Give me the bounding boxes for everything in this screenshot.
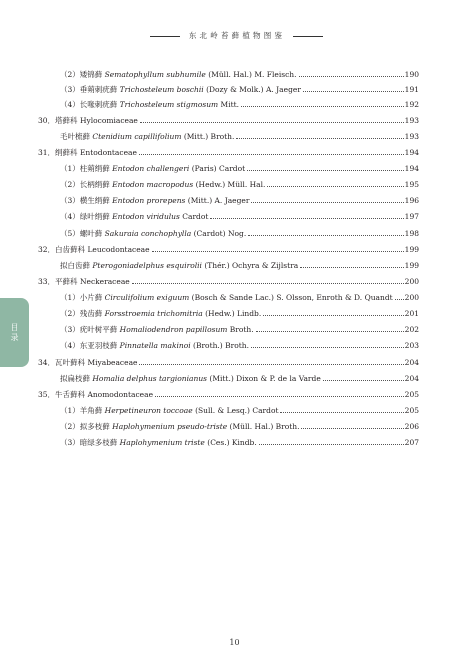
dot-leader [280,411,403,413]
entry-latin-name: Haplohymenium pseudo-triste [112,422,228,431]
toc-entry [60,210,419,224]
entry-prefix: 31．绢藓科 [38,148,78,157]
entry-latin-name: Herpetineuron toccoae [104,406,193,415]
entry-author: Mitt. [220,100,240,109]
entry-page: 197 [404,212,419,221]
toc-entry [60,323,419,337]
entry-latin-name: Sematophyllum subhumile [104,70,206,79]
entry-prefix: 34．瓦叶藓科 [38,358,86,367]
entry-author: (Broth.) Broth. [193,341,249,350]
entry-prefix: 32．白齿藓科 [38,245,86,254]
toc-entry [60,307,419,321]
entry-author: (Mitt.) A. Jaeger [187,196,250,205]
toc-entry [38,275,419,289]
dot-leader [323,379,404,381]
dot-leader [155,395,404,397]
entry-page: 199 [404,261,419,270]
entry-author: Anomodontaceae [87,390,154,399]
header-rule-left [150,36,180,37]
dot-leader [259,443,404,445]
section-tab [0,298,29,367]
dot-leader [236,137,403,139]
entry-author: Cardot [182,212,209,221]
entry-author: (Müll. Hal.) M. Fleisch. [208,70,297,79]
dot-leader [248,234,403,236]
entry-author: Miyabeaceae [87,358,138,367]
toc-entry [38,114,419,128]
entry-author: (Dozy & Molk.) A. Jaeger [206,85,301,94]
entry-page: 190 [404,70,419,79]
running-header-title: 东北岭苔藓植物图鉴 [188,31,286,40]
entry-prefix: 拟白齿藓 [60,261,90,270]
entry-page: 193 [404,132,419,141]
entry-author: (Mitt.) Broth. [183,132,235,141]
entry-prefix: （3）暗绿多枝藓 [60,438,118,447]
dot-leader [247,169,404,171]
entry-page: 196 [404,196,419,205]
entry-prefix: 拟扁枝藓 [60,374,90,383]
toc-entry [60,83,419,97]
entry-page: 204 [404,374,419,383]
dot-leader [263,314,403,316]
dot-leader [241,105,404,107]
entry-page: 200 [404,293,419,302]
entry-latin-name: Pinnatella makinoi [119,341,191,350]
entry-latin-name: Circulifolium exiguum [104,293,190,302]
entry-prefix: （1）小片藓 [60,293,103,302]
entry-prefix: （1）羊角藓 [60,406,103,415]
toc-entry [60,98,419,112]
section-tab-label: 目录 [10,322,19,343]
entry-page: 205 [404,390,419,399]
entry-prefix: 30．塔藓科 [38,116,78,125]
dot-leader [139,363,403,365]
toc-entry [60,420,419,434]
dot-leader [251,201,403,203]
entry-prefix: （2）长柄绢藓 [60,180,110,189]
toc-entry [60,178,419,192]
toc-entry [60,130,419,144]
entry-page: 195 [404,180,419,189]
entry-author: Hylocomiaceae [79,116,138,125]
dot-leader [303,90,404,92]
entry-latin-name: Trichosteleum stigmosum [119,100,219,109]
dot-leader [152,250,404,252]
entry-prefix: 毛叶梳藓 [60,132,90,141]
toc-entry [38,356,419,370]
entry-prefix: （2）矮锦藓 [60,70,103,79]
entry-author: Broth. [229,325,254,334]
toc-entry [38,146,419,160]
entry-latin-name: Entodon challengeri [112,164,190,173]
entry-page: 199 [404,245,419,254]
dot-leader [299,75,404,77]
entry-prefix: （5）螺叶藓 [60,229,103,238]
entry-page: 203 [404,341,419,350]
entry-latin-name: Sakuraia conchophylla [104,229,192,238]
entry-author: Entodontaceae [79,148,137,157]
entry-author: (Thér.) Ochyra & Zijlstra [204,261,299,270]
dot-leader [139,153,404,155]
toc-entry [60,291,419,305]
dot-leader [267,185,403,187]
entry-page: 191 [404,85,419,94]
dot-leader [301,427,403,429]
page-number: 10 [229,638,240,647]
entry-page: 205 [404,406,419,415]
entry-author: (Ces.) Kindb. [207,438,257,447]
entry-prefix: （4）东亚羽枝藓 [60,341,118,350]
toc-entry [60,194,419,208]
entry-latin-name: Pterogoniadelphus esquirolii [92,261,202,270]
entry-latin-name: Homalia delphus targionianus [92,374,208,383]
entry-page: 194 [404,164,419,173]
entry-page: 204 [404,358,419,367]
entry-page: 194 [404,148,419,157]
entry-author: Leucodontaceae [87,245,150,254]
entry-page: 207 [404,438,419,447]
dot-leader [300,266,403,268]
entry-prefix: （2）残齿藓 [60,309,103,318]
entry-author: (Cardot) Nog. [193,229,247,238]
entry-latin-name: Trichosteleum boschii [119,85,204,94]
entry-prefix: （3）疣叶树平藓 [60,325,118,334]
entry-author: (Sull. & Lesq.) Cardot [195,406,279,415]
entry-page: 193 [404,116,419,125]
entry-author: (Paris) Cardot [191,164,246,173]
toc-entry [60,372,419,386]
entry-latin-name: Entodon macropodus [112,180,194,189]
entry-page: 202 [404,325,419,334]
toc-entry [38,388,419,402]
entry-author: (Bosch & Sande Lac.) S. Olsson, Enroth & D. Quandt [191,293,393,302]
header-rule-right [293,36,323,37]
dot-leader [140,121,404,123]
entry-latin-name: Homaliodendron papillosum [119,325,228,334]
entry-author: (Hedw.) Lindb. [205,309,262,318]
entry-page: 200 [404,277,419,286]
entry-prefix: （3）横生绢藓 [60,196,110,205]
entry-author: (Mitt.) Dixon & P. de la Varde [209,374,321,383]
entry-page: 192 [404,100,419,109]
entry-page: 206 [404,422,419,431]
entry-prefix: （3）垂蒴刺疣藓 [60,85,118,94]
entry-latin-name: Forsstroemia trichomitria [104,309,203,318]
toc-entry [60,68,419,82]
toc-entry [60,404,419,418]
entry-prefix: （4）绿叶绢藓 [60,212,110,221]
entry-author: (Müll. Hal.) Broth. [229,422,300,431]
entry-page: 201 [404,309,419,318]
entry-prefix: 33．平藓科 [38,277,78,286]
entry-prefix: （1）柱蒴绢藓 [60,164,110,173]
toc-entry [60,259,419,273]
entry-author: (Hedw.) Müll. Hal. [195,180,266,189]
dot-leader [251,346,404,348]
entry-latin-name: Ctenidium capillifolium [92,132,182,141]
dot-leader [132,282,404,284]
toc-entry [60,162,419,176]
toc-entry [60,436,419,450]
dot-leader [395,298,404,300]
toc-entry [60,227,419,241]
entry-page: 198 [404,229,419,238]
toc-entry [38,243,419,257]
entry-latin-name: Entodon viridulus [112,212,180,221]
entry-author: Neckeraceae [79,277,130,286]
dot-leader [210,217,403,219]
entry-prefix: （2）拟多枝藓 [60,422,110,431]
entry-prefix: （4）长喙刺疣藓 [60,100,118,109]
dot-leader [256,330,404,332]
entry-prefix: 35．牛舌藓科 [38,390,86,399]
entry-latin-name: Entodon prorepens [112,196,186,205]
entry-latin-name: Haplohymenium triste [119,438,205,447]
toc-entry [60,339,419,353]
